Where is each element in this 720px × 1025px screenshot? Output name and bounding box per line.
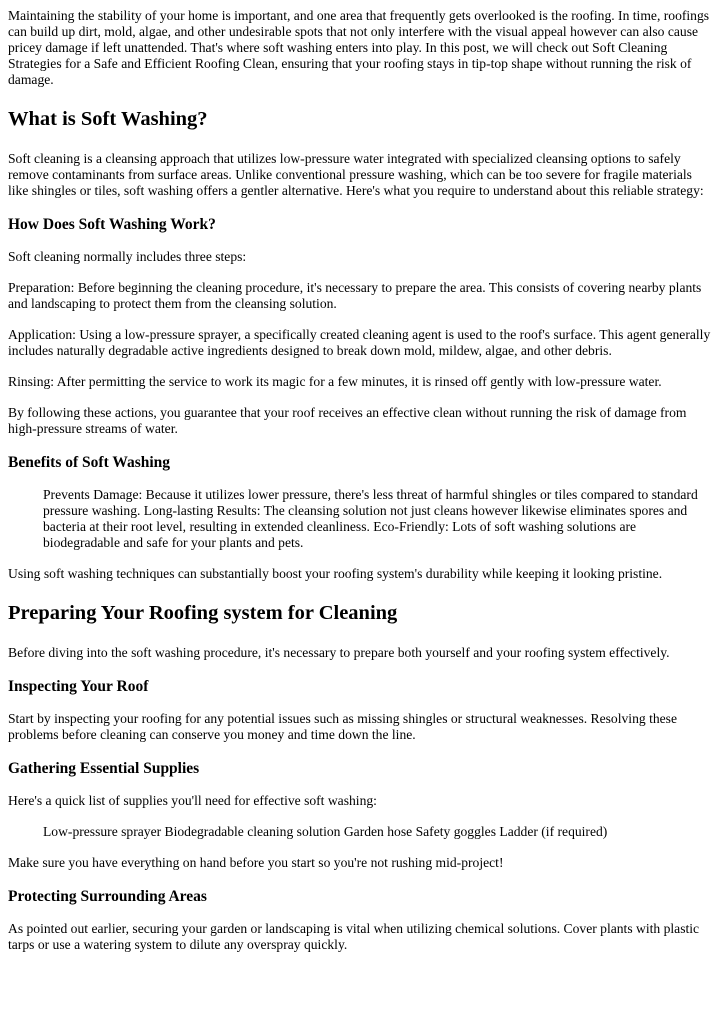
application-paragraph: Application: Using a low-pressure sprayer, a specifically created cleaning agent is used to the roof's surface. This agent generally includes naturally degradable active ingredients designed to break down mold, mildew, algae, and other debris. [8,327,711,358]
heading-preparing-your-roofing: Preparing Your Roofing system for Cleaning [8,602,398,624]
soft-washing-paragraph: Soft cleaning is a cleansing approach that utilizes low-pressure water integrated with specialized cleansing options to safely remove contaminants from surface areas. Unlike conventional pressure washing, which can be too severe for fragile materials like shingles or tiles, soft washing offers a gentler alternative. Here's what you require to understand about this reliable strategy: [8,151,704,198]
heading-how-does-soft-washing-work: How Does Soft Washing Work? [8,216,216,233]
following-actions-paragraph: By following these actions, you guarantee that your roof receives an effective clean without running the risk of damage from high-pressure streams of water. [8,405,687,436]
protecting-paragraph: As pointed out earlier, securing your garden or landscaping is vital when utilizing chemical solutions. Cover plants with plastic tarps or use a watering system to dilute any overspray quickly. [8,921,700,952]
supplies-intro-paragraph: Here's a quick list of supplies you'll need for effective soft washing: [8,793,377,808]
heading-benefits-of-soft-washing: Benefits of Soft Washing [8,454,171,471]
rinsing-paragraph: Rinsing: After permitting the service to work its magic for a few minutes, it is rinsed off gently with low-pressure water. [8,374,662,389]
supplies-reminder-paragraph: Make sure you have everything on hand before you start so you're not rushing mid-project! [8,855,504,870]
inspecting-paragraph: Start by inspecting your roofing for any potential issues such as missing shingles or structural weaknesses. Resolving these problems before cleaning can conserve you money and time down the line. [8,711,678,742]
heading-protecting-surrounding-areas: Protecting Surrounding Areas [8,888,207,905]
article [0,8,720,953]
preparing-paragraph: Before diving into the soft washing procedure, it's necessary to prepare both yourself and your roofing system effectively. [8,645,670,660]
benefits-summary-paragraph: Using soft washing techniques can substantially boost your roofing system's durability while keeping it looking pristine. [8,566,663,581]
preparation-paragraph: Preparation: Before beginning the cleaning procedure, it's necessary to prepare the area. This consists of covering nearby plants and landscaping to protect them from the cleansing solution. [8,280,702,311]
benefits-blockquote: Prevents Damage: Because it utilizes lower pressure, there's less threat of harmful shingles or tiles compared to standard pressure washing. Long-lasting Results: The cleansing solution not just cleans however likewise eliminates spores and bacteria at their root level, resulting in extended cleanliness. Eco-Friendly: Lots of soft washing solutions are biodegradable and safe for your plants and pets. [43,487,698,550]
heading-what-is-soft-washing: What is Soft Washing? [8,108,208,130]
heading-gathering-essential-supplies: Gathering Essential Supplies [8,760,200,777]
steps-intro-paragraph: Soft cleaning normally includes three steps: [8,249,247,264]
intro-paragraph: Maintaining the stability of your home is important, and one area that frequently gets overlooked is the roofing. In time, roofings can build up dirt, mold, algae, and other undesirable spots that not only interfere with the visual appeal however can also cause pricey damage if left unattended. That's where soft washing enters into play. In this post, we will check out Soft Cleaning Strategies for a Safe and Efficient Roofing Clean, ensuring that your roofing stays in tip-top shape without running the risk of damage. [8,8,710,87]
heading-inspecting-your-roof: Inspecting Your Roof [8,678,149,695]
supplies-blockquote: Low-pressure sprayer Biodegradable cleaning solution Garden hose Safety goggles Ladder (if required) [43,824,608,839]
